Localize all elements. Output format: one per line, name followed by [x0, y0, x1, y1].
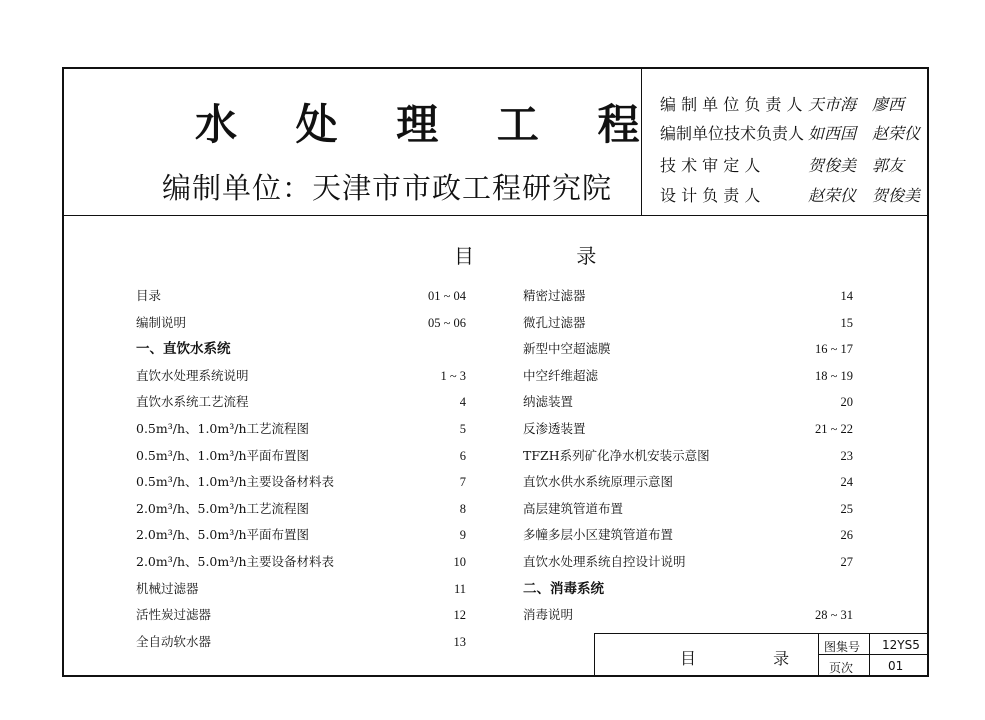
toc-entry: [523, 553, 853, 571]
toc-entry-title: 中空纤维超滤: [523, 367, 599, 383]
toc-entry-page: 24: [840, 475, 853, 490]
toc-entry-title: 微孔过滤器: [523, 314, 586, 330]
handwritten-signature: 赵荣仪: [808, 186, 857, 205]
toc-entry-title: 2.0m³/h、5.0m³/h工艺流程图: [136, 500, 310, 516]
toc-entry-title: 二、消毒系统: [523, 580, 604, 597]
toc-entry: [523, 314, 853, 332]
toc-entry: [136, 553, 466, 571]
toc-entry: [523, 340, 853, 358]
toc-entry-page: 11: [453, 581, 466, 596]
toc-entry-page: 27: [840, 555, 853, 569]
toc-entry-page: 05 ~ 06: [427, 315, 466, 330]
toc-entry-title: 机械过滤器: [136, 580, 199, 596]
toc-entry-page: 12: [453, 608, 466, 623]
toc-entry: [136, 633, 466, 651]
signature-role: 编制单位技术负责人: [660, 124, 805, 143]
toc-entry-title: 0.5m³/h、1.0m³/h工艺流程图: [136, 421, 310, 436]
toc-entry-title: 消毒说明: [523, 607, 574, 623]
handwritten-signature: 郭友: [872, 156, 905, 175]
toc-entry: [523, 526, 853, 544]
toc-entry-page: 14: [840, 289, 853, 303]
signature-row: [660, 92, 925, 122]
toc-entry: [523, 367, 853, 385]
toc-entry-title: 反渗透装置: [523, 421, 586, 436]
handwritten-signature: 贺俊美: [872, 186, 921, 205]
toc-entry: [523, 447, 853, 465]
toc-entry: [523, 420, 853, 438]
toc-entry: [523, 473, 853, 491]
page-number-value: 01: [888, 659, 904, 673]
toc-entry-title: 直饮水处理系统说明: [136, 367, 249, 383]
handwritten-signature: 天市海: [808, 95, 857, 114]
toc-entry-title: 纳滤装置: [523, 394, 574, 410]
toc-entry: [136, 287, 466, 305]
toc-entry: [523, 393, 853, 411]
toc-entry-page: 21 ~ 22: [814, 422, 853, 436]
toc-entry-page: 9: [459, 528, 466, 543]
main-title: 水 处 理 工 程: [195, 100, 662, 149]
toc-entry-title: 一、直饮水系统: [136, 341, 231, 358]
toc-entry: [523, 500, 853, 518]
atlas-number-label: 图集号: [824, 640, 861, 654]
toc-entry-page: 7: [459, 475, 466, 490]
toc-entry-page: 4: [459, 395, 466, 410]
page-number-label: 页次: [829, 661, 854, 675]
toc-entry-title: TFZH系列矿化净水机安装示意图: [523, 447, 710, 463]
toc-entry-title: 多幢多层小区建筑管道布置: [523, 527, 674, 543]
signature-role: 设 计 负 责 人: [660, 186, 761, 205]
toc-entry-title: 目录: [136, 288, 162, 303]
toc-entry-title: 高层建筑管道布置: [523, 500, 624, 516]
handwritten-signature: 贺俊美: [808, 156, 857, 175]
toc-entry: [136, 606, 466, 624]
toc-entry: [136, 420, 466, 438]
toc-entry-title: 直饮水供水系统原理示意图: [523, 474, 674, 490]
toc-entry-page: 26: [840, 528, 853, 543]
toc-entry-title: 新型中空超滤膜: [523, 341, 611, 357]
atlas-number-value: 12YS5: [882, 638, 920, 652]
handwritten-signature: 如西国: [808, 124, 857, 143]
toc-heading: 目 录: [454, 244, 645, 268]
toc-entry-title: 2.0m³/h、5.0m³/h主要设备材料表: [136, 554, 335, 569]
toc-entry: [136, 314, 466, 332]
toc-entry-page: 16 ~ 17: [814, 342, 853, 357]
toc-entry-title: 活性炭过滤器: [136, 607, 212, 623]
signature-role: 技 术 审 定 人: [660, 156, 761, 175]
toc-entry-title: 0.5m³/h、1.0m³/h平面布置图: [136, 447, 310, 463]
toc-entry-page: 10: [453, 555, 466, 569]
toc-entry-page: 25: [840, 501, 853, 516]
signature-row: [660, 183, 925, 213]
toc-entry: [136, 340, 466, 358]
toc-entry-title: 直饮水处理系统自控设计说明: [523, 554, 686, 569]
toc-entry-page: 20: [840, 395, 853, 410]
compiling-unit: 编制单位：天津市市政工程研究院: [162, 171, 613, 205]
handwritten-signature: 廖西: [872, 95, 905, 114]
toc-entry: [136, 580, 466, 598]
title-block-divider: [869, 633, 870, 677]
toc-entry-page: 23: [840, 448, 853, 463]
toc-entry: [136, 367, 466, 385]
toc-entry-page: 5: [459, 422, 466, 436]
toc-entry-title: 精密过滤器: [523, 288, 586, 303]
header-divider: [62, 215, 929, 216]
signature-row: [660, 121, 925, 151]
toc-entry-page: 6: [459, 448, 466, 463]
toc-entry-page: 18 ~ 19: [814, 368, 853, 383]
toc-entry: [136, 473, 466, 491]
toc-entry: [523, 580, 853, 598]
toc-entry-page: 8: [459, 501, 466, 516]
toc-entry-title: 0.5m³/h、1.0m³/h主要设备材料表: [136, 474, 335, 490]
title-block-title: 目 录: [680, 649, 826, 668]
toc-entry: [136, 393, 466, 411]
signature-row: [660, 153, 925, 183]
toc-entry: [523, 287, 853, 305]
toc-entry-title: 全自动软水器: [136, 633, 212, 649]
toc-entry: [136, 500, 466, 518]
toc-entry: [136, 447, 466, 465]
toc-entry-page: 01 ~ 04: [427, 289, 466, 303]
toc-entry: [136, 526, 466, 544]
toc-entry-page: 15: [840, 315, 853, 330]
toc-entry-title: 编制说明: [136, 314, 187, 330]
toc-entry: [523, 606, 853, 624]
handwritten-signature: 赵荣仪: [872, 124, 921, 143]
signature-role: 编 制 单 位 负 责 人: [660, 95, 803, 114]
toc-entry-title: 直饮水系统工艺流程: [136, 394, 249, 410]
toc-entry-page: 1 ~ 3: [440, 368, 466, 383]
toc-entry-page: 28 ~ 31: [814, 608, 853, 623]
toc-entry-title: 2.0m³/h、5.0m³/h平面布置图: [136, 527, 310, 543]
toc-entry-page: 13: [453, 634, 466, 649]
